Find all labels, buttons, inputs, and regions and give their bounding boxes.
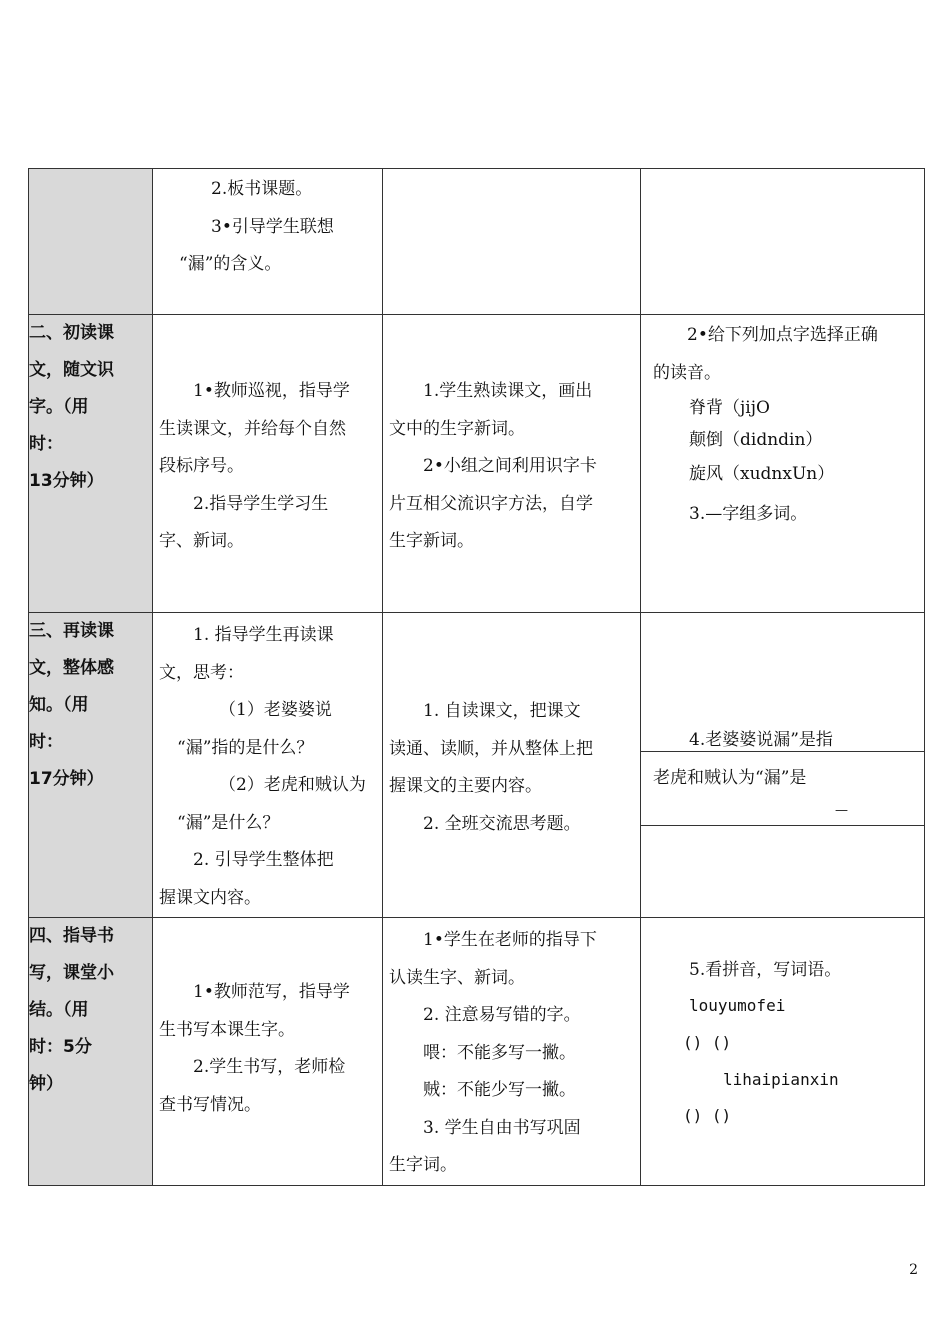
text-line: 1•教师巡视，指导学 <box>193 381 350 401</box>
divider <box>641 825 924 826</box>
text-line: 4.老婆婆说漏”是指 <box>689 730 833 750</box>
text-line: 1•教师范写，指导学 <box>193 982 350 1002</box>
stage-line: 钟） <box>29 1074 63 1094</box>
text-line: 老虎和贼认为“漏”是 <box>653 768 807 788</box>
stage-line: 13分钟） <box>29 471 104 491</box>
exercise-cell <box>641 613 925 918</box>
text-line: 3. 学生自由书写巩固 <box>423 1117 581 1138</box>
text-line: 2.学生书写，老师检 <box>193 1057 346 1077</box>
text-line: 生读课文，并给每个自然 <box>159 418 346 439</box>
text-line: () () <box>683 1106 732 1125</box>
teacher-activity-cell <box>153 315 383 613</box>
exercise-cell <box>641 169 925 315</box>
stage-line: 结。（用 <box>29 1000 89 1020</box>
text-line: 生书写本课生字。 <box>159 1019 295 1040</box>
text-line: “漏”的含义。 <box>179 254 282 274</box>
text-line: “漏”指的是什么？ <box>177 737 314 758</box>
student-activity-cell <box>383 169 641 315</box>
stage-cell <box>29 169 153 315</box>
stage-line: 知。（用 <box>29 695 89 715</box>
text-line: 颠倒（didndin） <box>689 430 823 450</box>
text-line: 1. 自读课文，把课文 <box>423 701 581 721</box>
table-row <box>29 315 925 613</box>
student-activity-cell <box>383 613 641 918</box>
stage-line: 四、指导书 <box>29 926 114 946</box>
exercise-cell <box>641 315 925 613</box>
text-line: 握课文的主要内容。 <box>389 776 542 796</box>
text-line: 2•给下列加点字选择正确 <box>687 325 878 345</box>
text-line: 1. 指导学生再读课 <box>193 625 334 645</box>
text-line: 文，思考： <box>159 662 244 683</box>
text-line: 2. 引导学生整体把 <box>193 850 334 870</box>
stage-line: 17分钟） <box>29 769 104 789</box>
text-line: 的读音。 <box>653 362 721 383</box>
text-line: 2. 注意易写错的字。 <box>423 1005 581 1025</box>
text-line: 2.板书课题。 <box>211 179 313 199</box>
text-line: “漏”是什么？ <box>177 812 280 833</box>
text-line: （2）老虎和贼认为 <box>219 775 366 795</box>
text-line: 2.指导学生学习生 <box>193 493 329 514</box>
text-line: （1）老婆婆说 <box>219 700 332 720</box>
text-line: 1.学生熟读课文，画出 <box>423 381 593 401</box>
stage-line: 三、再读课 <box>29 621 114 641</box>
stage-line: 文，随文识 <box>29 360 114 380</box>
page-number: 2 <box>909 1262 918 1278</box>
stage-line: 二、初读课 <box>29 323 114 343</box>
teacher-activity-cell <box>153 613 383 918</box>
lesson-plan-table <box>28 168 925 1186</box>
text-line: 读通、读顺，并从整体上把 <box>389 738 593 759</box>
text-line: 文中的生字新词。 <box>389 418 525 439</box>
text-line: 字、新词。 <box>159 531 244 551</box>
stage-line: 时： <box>29 732 63 752</box>
text-line: 贼：不能少写一撇。 <box>423 1080 576 1100</box>
text-line: () () <box>683 1033 732 1052</box>
stage-cell <box>29 918 153 1186</box>
text-line: louyumofei <box>689 996 786 1015</box>
text-line: 段标序号。 <box>159 456 244 476</box>
text-line: 3.—字组多词。 <box>689 504 808 524</box>
stage-line: 时：5分 <box>29 1037 92 1057</box>
text-line: 2. 全班交流思考题。 <box>423 813 581 834</box>
text-line: 脊背（jijO <box>689 398 770 418</box>
text-line: 生字词。 <box>389 1155 457 1175</box>
stage-cell <box>29 613 153 918</box>
text-line: 片互相父流识字方法，自学 <box>389 493 593 514</box>
teacher-activity-cell <box>153 169 383 315</box>
stage-line: 字。（用 <box>29 397 89 417</box>
stage-cell <box>29 315 153 613</box>
text-line: 喂：不能多写一撇。 <box>423 1042 576 1063</box>
text-line: 认读生字、新词。 <box>389 967 525 988</box>
text-line: 握课文内容。 <box>159 887 261 908</box>
stage-line: 写，课堂小 <box>29 963 114 983</box>
text-line: lihaipianxin <box>723 1070 839 1089</box>
text-line: 1•学生在老师的指导下 <box>423 930 597 950</box>
table-row <box>29 169 925 315</box>
divider <box>641 751 924 752</box>
text-line: 旋风（xudnxUn） <box>689 464 835 484</box>
text-line: 生字新词。 <box>389 531 474 551</box>
table-row <box>29 918 925 1186</box>
text-line: — <box>835 803 848 818</box>
table-row <box>29 613 925 918</box>
stage-line: 文，整体感 <box>29 658 114 678</box>
student-activity-cell <box>383 918 641 1186</box>
student-activity-cell <box>383 315 641 613</box>
exercise-cell <box>641 918 925 1186</box>
text-line: 2•小组之间利用识字卡 <box>423 456 597 476</box>
text-line: 3•引导学生联想 <box>211 216 334 237</box>
text-line: 查书写情况。 <box>159 1094 261 1115</box>
teacher-activity-cell <box>153 918 383 1186</box>
stage-line: 时： <box>29 434 63 454</box>
text-line: 5.看拼音，写词语。 <box>689 960 842 980</box>
